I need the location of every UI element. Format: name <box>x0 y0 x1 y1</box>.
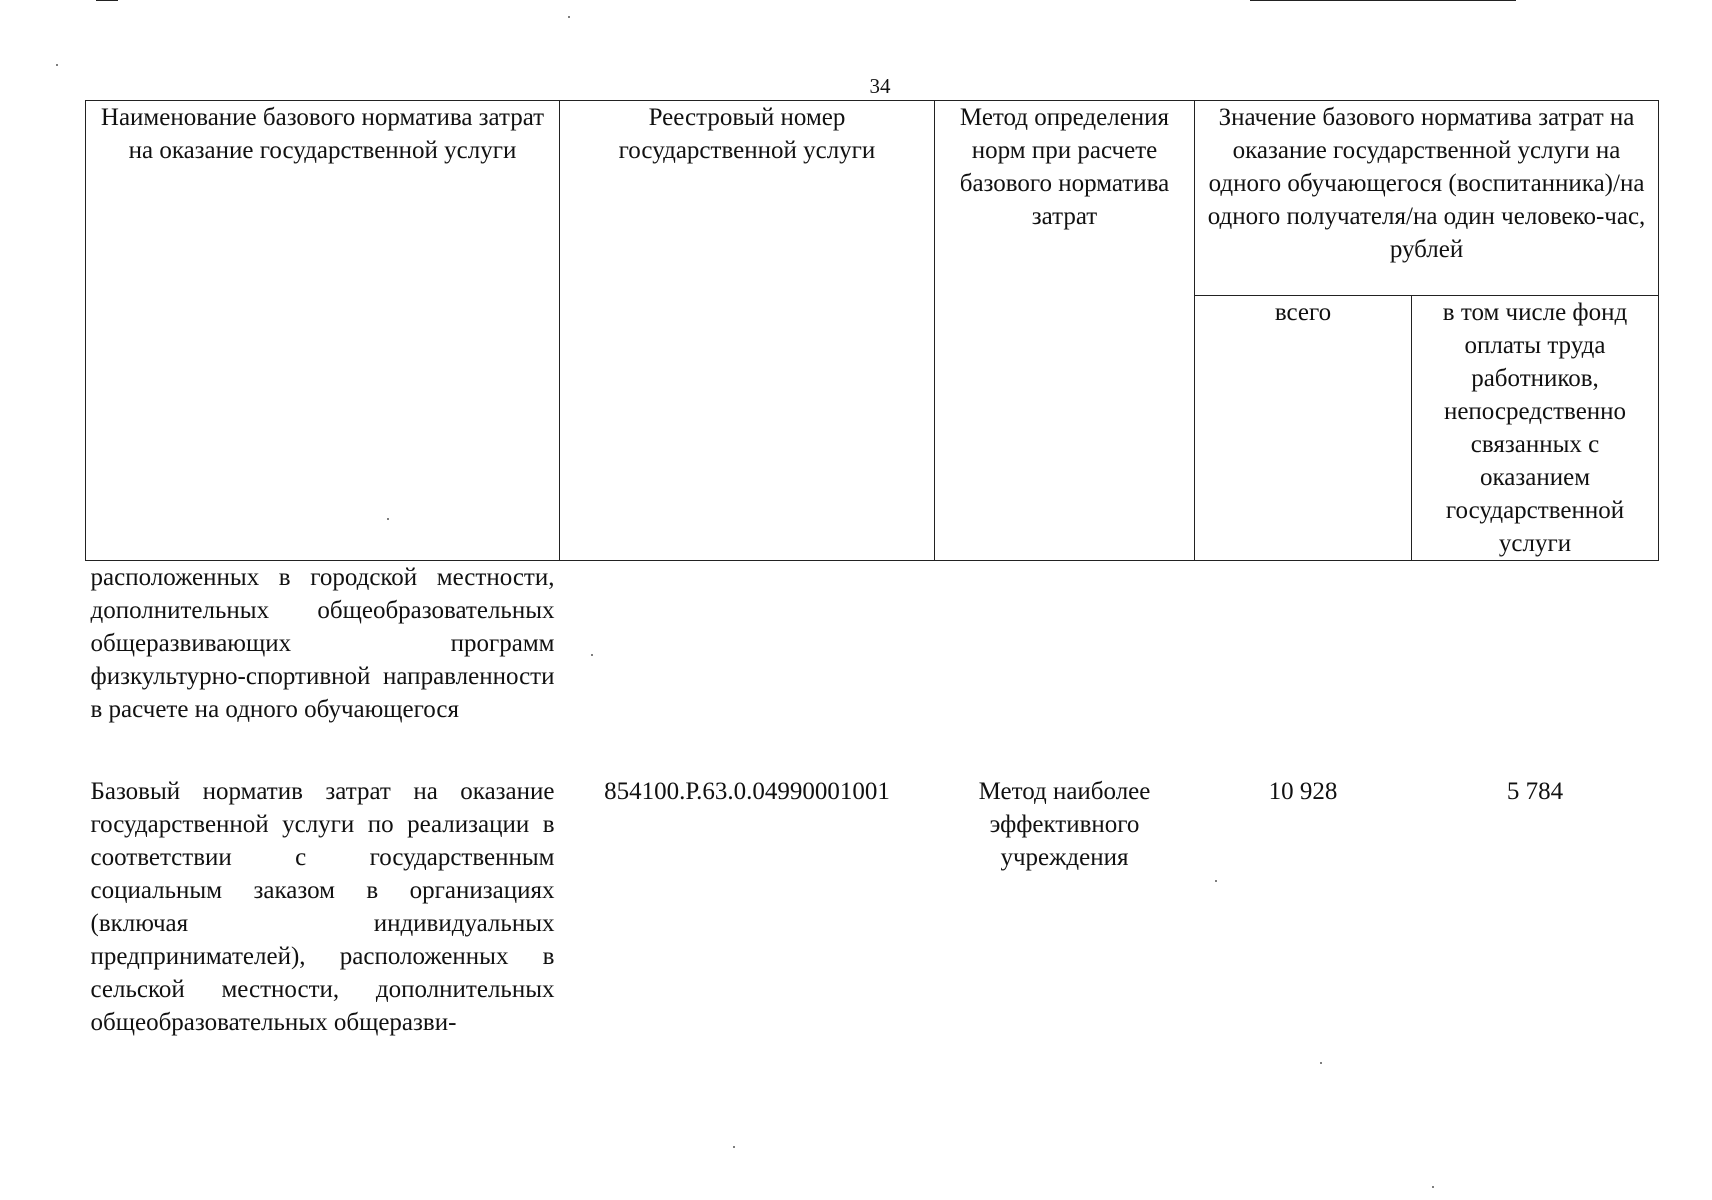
scan-speck <box>591 654 593 656</box>
top-rule-right <box>1250 0 1516 1</box>
scan-speck <box>1320 1062 1322 1064</box>
row-wage-fund <box>1412 561 1659 776</box>
header-registry-number: Реестровый номер государственной услуги <box>560 101 935 561</box>
row-wage-fund: 5 784 <box>1506 778 1564 805</box>
table-header <box>86 101 1659 561</box>
row-registry <box>560 561 935 776</box>
row-method: Метод наиболее эффективного учреждения <box>978 778 1151 871</box>
page-number: 34 <box>869 74 891 98</box>
row-total: 10 928 <box>1268 778 1338 805</box>
table-row <box>86 775 1659 1039</box>
scan-speck <box>1432 1186 1434 1188</box>
table-row <box>86 561 1659 776</box>
scan-speck <box>568 16 570 18</box>
cost-norm-table <box>85 100 1659 1039</box>
row-name: расположенных в городской местности, дополнительных общеобразовательных общеразвивающих программ физкультурно-спортивной направленности в расчете на одного обучающегося <box>90 564 555 723</box>
header-norm-value: Значение базового норматива затрат на оказание государственной услуги на одного обучающегося (воспитанника)/на одного получателя/на один человеко-час, рублей <box>1195 101 1659 296</box>
header-name: Наименование базового норматива затрат на оказание государственной услуги <box>86 101 560 561</box>
scan-speck <box>56 64 58 66</box>
row-registry: 854100.Р.63.0.04990001001 <box>604 778 890 805</box>
header-wage-fund: в том числе фонд оплаты труда работников, непосредственно связанных с оказанием государственной услуги <box>1412 296 1659 561</box>
scan-speck <box>733 1146 735 1148</box>
row-method <box>935 561 1195 776</box>
scan-speck <box>1215 880 1217 882</box>
top-rule-left <box>96 0 118 1</box>
header-method: Метод определения норм при расчете базового норматива затрат <box>935 101 1195 561</box>
row-name: Базовый норматив затрат на оказание государственной услуги по реализации в соответствии с государственным социальным заказом в организациях (включая индивидуальных предпринимателей), расположенных в сельской местности, дополнительных общеобразовательных общеразви- <box>90 778 555 1036</box>
table-body <box>86 561 1659 1040</box>
row-total <box>1195 561 1412 776</box>
scan-speck <box>387 518 389 520</box>
header-total: всего <box>1195 296 1412 561</box>
